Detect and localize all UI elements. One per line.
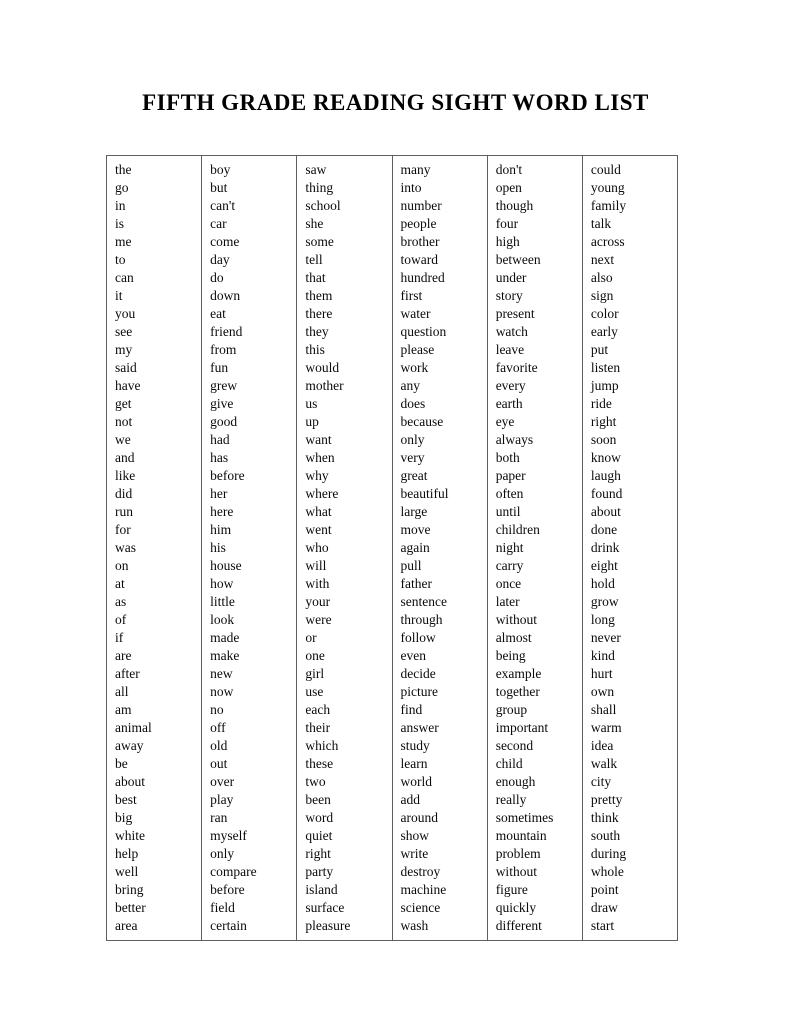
word-item: be [115, 756, 128, 771]
word-item: and [115, 450, 135, 465]
word-item: people [400, 216, 437, 231]
word-item: this [305, 342, 325, 357]
word-item: walk [590, 756, 618, 771]
word-item: best [115, 792, 137, 807]
word-item: him [210, 522, 232, 537]
word-item: did [115, 486, 133, 501]
word-item: learn [400, 756, 428, 771]
word-item: grew [210, 378, 238, 393]
word-item: next [590, 252, 615, 267]
word-item: paper [495, 468, 526, 483]
word-item: off [210, 720, 226, 735]
word-item: one [305, 648, 325, 663]
word-item: friend [210, 324, 243, 339]
word-item: car [210, 216, 227, 231]
word-item: picture [400, 684, 438, 699]
word-item: could [590, 162, 621, 177]
word-item: until [495, 504, 521, 519]
word-item: right [305, 846, 331, 861]
word-item: problem [495, 846, 541, 861]
word-item: favorite [495, 360, 538, 375]
word-item: do [210, 270, 224, 285]
word-item: even [400, 648, 426, 663]
word-item: right [590, 414, 617, 429]
word-item: don't [495, 162, 523, 177]
word-item: answer [400, 720, 439, 735]
word-item: pull [400, 558, 422, 573]
word-item: beautiful [400, 486, 449, 501]
word-item: sometimes [495, 810, 554, 825]
word-item: write [400, 846, 429, 861]
word-item: word [305, 810, 334, 825]
word-item: there [305, 306, 333, 321]
word-item: on [115, 558, 129, 573]
word-item: put [590, 342, 609, 357]
word-item: who [305, 540, 329, 555]
word-item: their [305, 720, 331, 735]
word-item: of [115, 612, 127, 627]
word-item: up [305, 414, 319, 429]
word-item: very [400, 450, 425, 465]
word-item: drink [590, 540, 620, 555]
word-item: that [305, 270, 326, 285]
word-item: can [115, 270, 134, 285]
word-item: they [305, 324, 329, 339]
word-item: water [400, 306, 431, 321]
word-item: am [115, 702, 132, 717]
word-item: well [115, 864, 139, 879]
word-item: toward [400, 252, 439, 267]
word-item: big [115, 810, 133, 825]
word-item: four [495, 216, 519, 231]
word-item: really [495, 792, 527, 807]
word-item: party [305, 864, 334, 879]
word-item: after [115, 666, 140, 681]
word-item: made [210, 630, 240, 645]
word-item: these [305, 756, 334, 771]
word-item: early [590, 324, 618, 339]
word-item: warm [590, 720, 622, 735]
word-item: done [590, 522, 618, 537]
word-item: grow [590, 594, 619, 609]
word-item: had [210, 432, 230, 447]
word-item: sign [590, 288, 614, 303]
word-item: watch [495, 324, 528, 339]
word-item: island [305, 882, 338, 897]
word-item: also [590, 270, 613, 285]
word-item: like [115, 468, 136, 483]
word-item: pleasure [305, 918, 351, 933]
word-item: find [400, 702, 423, 717]
word-item: bring [115, 882, 144, 897]
word-item: over [210, 774, 235, 789]
word-item: mother [305, 378, 344, 393]
word-item: but [210, 180, 228, 195]
word-item: carry [495, 558, 524, 573]
word-item: laugh [590, 468, 621, 483]
word-item: day [210, 252, 230, 267]
word-item: away [115, 738, 144, 753]
word-item: almost [495, 630, 532, 645]
word-item: about [115, 774, 145, 789]
word-item: father [400, 576, 432, 591]
word-item: said [115, 360, 137, 375]
word-item: play [210, 792, 234, 807]
word-item: shall [590, 702, 617, 717]
word-item: always [495, 432, 534, 447]
word-item: girl [305, 666, 325, 681]
word-item: myself [210, 828, 247, 843]
word-item: any [400, 378, 421, 393]
word-column-4 [392, 156, 487, 940]
word-item: add [400, 792, 421, 807]
word-item: quiet [305, 828, 333, 843]
word-item: boy [210, 162, 231, 177]
word-item: for [115, 522, 131, 537]
word-item: want [305, 432, 332, 447]
word-item: see [115, 324, 133, 339]
word-item: it [115, 288, 123, 303]
sight-word-table [106, 155, 678, 941]
word-item: pretty [590, 792, 623, 807]
word-item: area [115, 918, 138, 933]
word-item: old [210, 738, 228, 753]
word-item: are [115, 648, 132, 663]
word-item: think [590, 810, 619, 825]
word-item: went [305, 522, 332, 537]
word-item: if [115, 630, 124, 645]
word-item: tell [305, 252, 323, 267]
word-item: have [115, 378, 141, 393]
word-item: around [400, 810, 439, 825]
word-item: not [115, 414, 133, 429]
word-item: though [495, 198, 534, 213]
word-item: would [305, 360, 340, 375]
word-item: into [400, 180, 422, 195]
word-item: great [400, 468, 428, 483]
word-item: never [590, 630, 621, 645]
word-column-2 [201, 156, 296, 940]
word-item: number [400, 198, 442, 213]
word-item: will [305, 558, 327, 573]
word-item: was [115, 540, 136, 555]
word-item: ride [590, 396, 612, 411]
word-item: each [305, 702, 331, 717]
word-item: hundred [400, 270, 445, 285]
word-item: only [400, 432, 425, 447]
word-item: certain [210, 918, 247, 933]
word-item: eye [495, 414, 515, 429]
word-item: compare [210, 864, 257, 879]
word-item: color [590, 306, 619, 321]
word-item: point [590, 882, 619, 897]
word-item: talk [590, 216, 612, 231]
word-item: get [115, 396, 132, 411]
word-item: she [305, 216, 324, 231]
word-item: without [495, 612, 537, 627]
word-item: leave [495, 342, 525, 357]
word-item: little [210, 594, 235, 609]
word-item: earth [495, 396, 523, 411]
word-item: all [115, 684, 129, 699]
word-item: decide [400, 666, 436, 681]
word-item: down [210, 288, 241, 303]
word-item: with [305, 576, 330, 591]
word-item: her [210, 486, 228, 501]
word-item: story [495, 288, 523, 303]
word-item: study [400, 738, 430, 753]
word-item: why [305, 468, 329, 483]
word-item: long [590, 612, 615, 627]
word-item: come [210, 234, 240, 249]
word-item: what [305, 504, 332, 519]
word-item: without [495, 864, 537, 879]
word-item: under [495, 270, 527, 285]
word-item: found [590, 486, 623, 501]
word-item: world [400, 774, 433, 789]
word-item: science [400, 900, 441, 915]
word-item: first [400, 288, 423, 303]
word-item: group [495, 702, 528, 717]
word-item: both [495, 450, 520, 465]
word-item: figure [495, 882, 528, 897]
word-item: idea [590, 738, 614, 753]
word-item: can't [210, 198, 236, 213]
word-item: white [115, 828, 145, 843]
word-item: them [305, 288, 333, 303]
word-item: us [305, 396, 318, 411]
word-item: many [400, 162, 431, 177]
word-item: does [400, 396, 426, 411]
word-item: open [495, 180, 522, 195]
word-item: across [590, 234, 625, 249]
word-item: fun [210, 360, 229, 375]
word-item: about [590, 504, 621, 519]
word-item: saw [305, 162, 327, 177]
word-item: new [210, 666, 233, 681]
word-item: show [400, 828, 430, 843]
word-item: again [400, 540, 430, 555]
word-item: once [495, 576, 522, 591]
word-item: night [495, 540, 524, 555]
word-item: sentence [400, 594, 447, 609]
word-item: now [210, 684, 234, 699]
word-item: hold [590, 576, 615, 591]
word-item: some [305, 234, 334, 249]
word-item: where [305, 486, 339, 501]
word-item: only [210, 846, 235, 861]
word-item: two [305, 774, 326, 789]
word-item: before [210, 882, 245, 897]
word-item: start [590, 918, 615, 933]
word-item: me [115, 234, 132, 249]
word-item: important [495, 720, 549, 735]
word-item: through [400, 612, 443, 627]
word-item: help [115, 846, 139, 861]
word-item: better [115, 900, 146, 915]
word-item: give [210, 396, 234, 411]
word-item: surface [305, 900, 345, 915]
word-item: question [400, 324, 447, 339]
word-item: destroy [400, 864, 441, 879]
word-item: ran [210, 810, 228, 825]
word-item: look [210, 612, 235, 627]
word-item: or [305, 630, 317, 645]
word-item: south [590, 828, 621, 843]
word-item: as [115, 594, 127, 609]
word-item: my [115, 342, 133, 357]
word-item: often [495, 486, 524, 501]
word-item: thing [305, 180, 334, 195]
word-item: family [590, 198, 627, 213]
word-item: eight [590, 558, 618, 573]
word-item: every [495, 378, 526, 393]
word-item: mountain [495, 828, 547, 843]
word-item: run [115, 504, 133, 519]
word-item: out [210, 756, 228, 771]
word-item: the [115, 162, 132, 177]
word-item: house [210, 558, 242, 573]
word-item: later [495, 594, 520, 609]
word-item: your [305, 594, 331, 609]
word-item: you [115, 306, 136, 321]
word-column-1 [107, 156, 201, 940]
word-item: eat [210, 306, 226, 321]
word-column-5 [487, 156, 582, 940]
word-item: different [495, 918, 542, 933]
word-item: hurt [590, 666, 613, 681]
word-item: move [400, 522, 431, 537]
word-item: work [400, 360, 429, 375]
word-item: between [495, 252, 541, 267]
word-item: been [305, 792, 331, 807]
word-item: city [590, 774, 612, 789]
word-item: when [305, 450, 335, 465]
word-item: no [210, 702, 224, 717]
word-item: field [210, 900, 235, 915]
word-item: to [115, 252, 126, 267]
word-item: make [210, 648, 240, 663]
word-item: know [590, 450, 621, 465]
word-item: large [400, 504, 428, 519]
word-item: animal [115, 720, 152, 735]
word-item: how [210, 576, 234, 591]
word-item: before [210, 468, 245, 483]
word-item: high [495, 234, 520, 249]
word-item: whole [590, 864, 624, 879]
word-item: children [495, 522, 540, 537]
word-item: example [495, 666, 542, 681]
word-item: please [400, 342, 435, 357]
page-title: FIFTH GRADE READING SIGHT WORD LIST [142, 90, 649, 115]
word-item: at [115, 576, 125, 591]
word-item: his [210, 540, 226, 555]
word-item: wash [400, 918, 429, 933]
word-item: school [305, 198, 341, 213]
word-item: during [590, 846, 627, 861]
word-item: were [305, 612, 332, 627]
word-item: own [590, 684, 615, 699]
word-item: here [210, 504, 234, 519]
word-item: young [590, 180, 625, 195]
word-item: enough [495, 774, 536, 789]
word-item: is [115, 216, 125, 231]
word-column-3 [296, 156, 391, 940]
word-item: machine [400, 882, 447, 897]
word-item: being [495, 648, 526, 663]
word-item: because [400, 414, 444, 429]
word-item: kind [590, 648, 615, 663]
word-item: which [305, 738, 339, 753]
word-item: in [115, 198, 126, 213]
word-item: quickly [495, 900, 537, 915]
word-item: use [305, 684, 324, 699]
word-item: second [495, 738, 534, 753]
word-column-6 [582, 156, 677, 940]
word-item: follow [400, 630, 436, 645]
word-item: go [115, 180, 129, 195]
word-item: listen [590, 360, 621, 375]
word-item: present [495, 306, 535, 321]
word-item: draw [590, 900, 618, 915]
word-item: has [210, 450, 229, 465]
word-item: together [495, 684, 540, 699]
word-item: from [210, 342, 237, 357]
word-item: good [210, 414, 238, 429]
word-item: soon [590, 432, 617, 447]
word-item: jump [590, 378, 619, 393]
word-item: brother [400, 234, 440, 249]
word-item: we [115, 432, 131, 447]
word-item: child [495, 756, 523, 771]
